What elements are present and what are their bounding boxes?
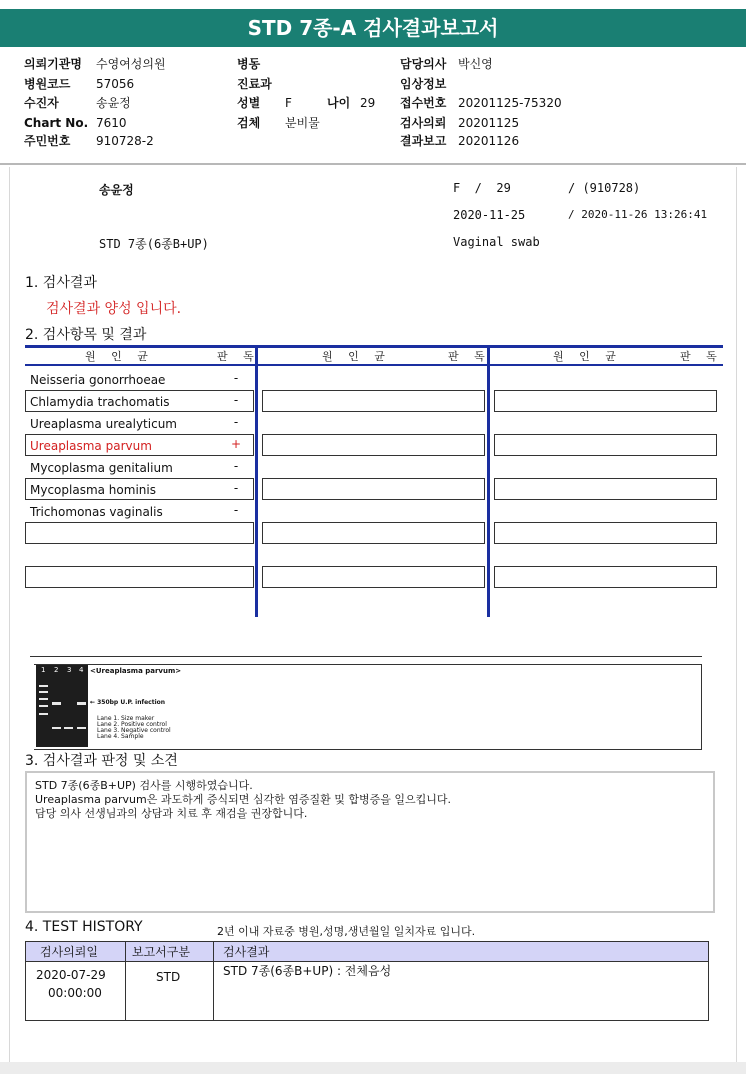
result-box: [262, 478, 485, 500]
history-row-date: 2020-07-29: [36, 968, 106, 982]
section1-result: 검사결과 양성 입니다.: [46, 301, 182, 317]
lane-number: 2: [54, 666, 59, 674]
sex-value: F: [285, 96, 292, 110]
hospital-value: 수영여성의원: [96, 57, 166, 71]
history-col-type: 보고서구분: [132, 945, 190, 959]
gel-band: [39, 705, 48, 707]
doctor-value: 박신영: [458, 57, 493, 71]
organism-chlamydia: Chlamydia trachomatis: [30, 395, 170, 409]
gel-band: [39, 713, 48, 715]
organism-u-urealyticum: Ureaplasma urealyticum: [30, 417, 177, 431]
section4-note: 2년 이내 자료중 병원,성명,생년월일 일치자료 입니다.: [217, 925, 476, 938]
report-value: 20201126: [458, 134, 520, 148]
summary-test: STD 7종(6종B+UP): [99, 237, 209, 251]
gel-band: [52, 702, 61, 705]
result-box: [262, 566, 485, 588]
section4-title: 4. TEST HISTORY: [25, 919, 143, 935]
gel-band: [39, 685, 48, 687]
result-box: [25, 566, 254, 588]
left-margin-line: [9, 167, 10, 1074]
report-label: 결과보고: [400, 134, 447, 148]
section1-title: 1. 검사결과: [25, 275, 97, 291]
section3-title: 3. 검사결과 판정 및 소견: [25, 753, 178, 769]
result-box: [494, 522, 717, 544]
history-col-sep: [213, 942, 214, 1020]
opinion-line: STD 7종(6종B+UP) 검사를 시행하였습니다.: [35, 779, 253, 792]
history-row-type: STD: [156, 970, 181, 984]
code-value: 57056: [96, 77, 135, 91]
specimen-label: 검체: [237, 116, 261, 130]
col-result-1: 판 독: [217, 350, 260, 363]
doctor-label: 담당의사: [400, 57, 447, 71]
ward-label: 병동: [237, 57, 261, 71]
gel-band: [52, 727, 61, 729]
report-title: STD 7종-A 검사결과보고서: [0, 9, 746, 47]
opinion-line: 담당 의사 선생님과의 상담과 치료 후 재검을 권장합니다.: [35, 807, 308, 820]
summary-sample: Vaginal swab: [453, 235, 540, 249]
table-header-rule: [25, 364, 723, 366]
gel-band: [64, 727, 73, 729]
header-divider: [0, 163, 746, 165]
col-result-3: 판 독: [680, 350, 723, 363]
specimen-value: 분비물: [285, 116, 320, 130]
lane-number: 3: [67, 666, 72, 674]
dept-label: 진료과: [237, 77, 272, 91]
result-box: [494, 434, 717, 456]
summary-date1: 2020-11-25: [453, 208, 526, 222]
history-col-sep: [125, 942, 126, 1020]
result-m-hominis: -: [233, 481, 239, 495]
patient-value: 송윤정: [96, 96, 131, 110]
gel-band: [77, 727, 86, 729]
summary-birth: / (910728): [568, 181, 641, 195]
gel-legend: Lane 3. Negative control: [97, 727, 171, 734]
result-m-genitalium: -: [233, 459, 239, 473]
gel-arrow-label: ← 350bp U.P. infection: [90, 699, 166, 706]
result-neisseria: -: [233, 371, 239, 385]
summary-name: 송윤정: [99, 183, 134, 197]
history-col-result: 검사결과: [223, 945, 270, 959]
organism-m-genitalium: Mycoplasma genitalium: [30, 461, 173, 475]
col-organism-2: 원 인 균: [322, 350, 391, 363]
footer-bar: [0, 1062, 746, 1074]
id-value: 910728-2: [96, 134, 154, 148]
result-box: [494, 566, 717, 588]
gel-band: [39, 691, 48, 693]
organism-neisseria: Neisseria gonorrhoeae: [30, 373, 166, 387]
summary-date2: / 2020-11-26 13:26:41: [568, 208, 708, 221]
result-box: [262, 390, 485, 412]
chart-label: Chart No.: [24, 116, 89, 130]
id-label: 주민번호: [24, 134, 71, 148]
request-label: 검사의뢰: [400, 116, 447, 130]
clinical-label: 임상정보: [400, 77, 447, 91]
result-u-parvum: +: [230, 437, 242, 451]
summary-sex-age: F / 29: [453, 181, 511, 195]
receipt-value: 20201125-75320: [458, 96, 562, 110]
request-value: 20201125: [458, 116, 520, 130]
opinion-line: Ureaplasma parvum은 과도하게 증식되면 심각한 염증질환 및 합병증을 일으킵니다.: [35, 793, 451, 806]
chart-value: 7610: [96, 116, 127, 130]
hospital-label: 의뢰기관명: [24, 57, 82, 71]
patient-label: 수진자: [24, 96, 59, 110]
table-col-divider-2: [487, 345, 490, 617]
result-chlamydia: -: [233, 393, 239, 407]
right-margin-line: [736, 167, 737, 1074]
history-row-result: STD 7종(6종B+UP) : 전체음성: [223, 964, 392, 978]
header-info: [0, 0, 746, 160]
col-result-2: 판 독: [448, 350, 491, 363]
result-box: [25, 522, 254, 544]
history-table: [25, 941, 709, 1021]
result-trichomonas: -: [233, 503, 239, 517]
age-label: 나이: [327, 96, 351, 110]
result-box: [262, 434, 485, 456]
result-box: [494, 390, 717, 412]
result-u-urealyticum: -: [233, 415, 239, 429]
organism-trichomonas: Trichomonas vaginalis: [30, 505, 163, 519]
sex-label: 성별: [237, 96, 261, 110]
result-box: [494, 478, 717, 500]
organism-m-hominis: Mycoplasma hominis: [30, 483, 156, 497]
result-box: [262, 522, 485, 544]
history-col-date: 검사의뢰일: [40, 945, 98, 959]
col-organism-3: 원 인 균: [553, 350, 622, 363]
organism-u-parvum: Ureaplasma parvum: [30, 439, 152, 453]
gel-band: [77, 702, 86, 705]
gel-legend: Lane 1. Size maker: [97, 715, 155, 722]
gel-legend: Lane 4. Sample: [97, 733, 144, 740]
table-col-divider-1: [255, 345, 258, 617]
receipt-label: 접수번호: [400, 96, 447, 110]
section2-title: 2. 검사항목 및 결과: [25, 327, 147, 343]
lane-number: 4: [79, 666, 84, 674]
gel-band: [39, 698, 48, 700]
code-label: 병원코드: [24, 77, 71, 91]
age-value: 29: [360, 96, 376, 110]
opinion-box: [25, 771, 715, 913]
col-organism-1: 원 인 균: [85, 350, 154, 363]
gel-image: [36, 665, 88, 747]
lane-number: 1: [41, 666, 46, 674]
history-header: [26, 942, 708, 962]
gel-legend: Lane 2. Positive control: [97, 721, 167, 728]
gel-title: <Ureaplasma parvum>: [90, 667, 182, 675]
history-row-time: 00:00:00: [48, 986, 102, 1000]
